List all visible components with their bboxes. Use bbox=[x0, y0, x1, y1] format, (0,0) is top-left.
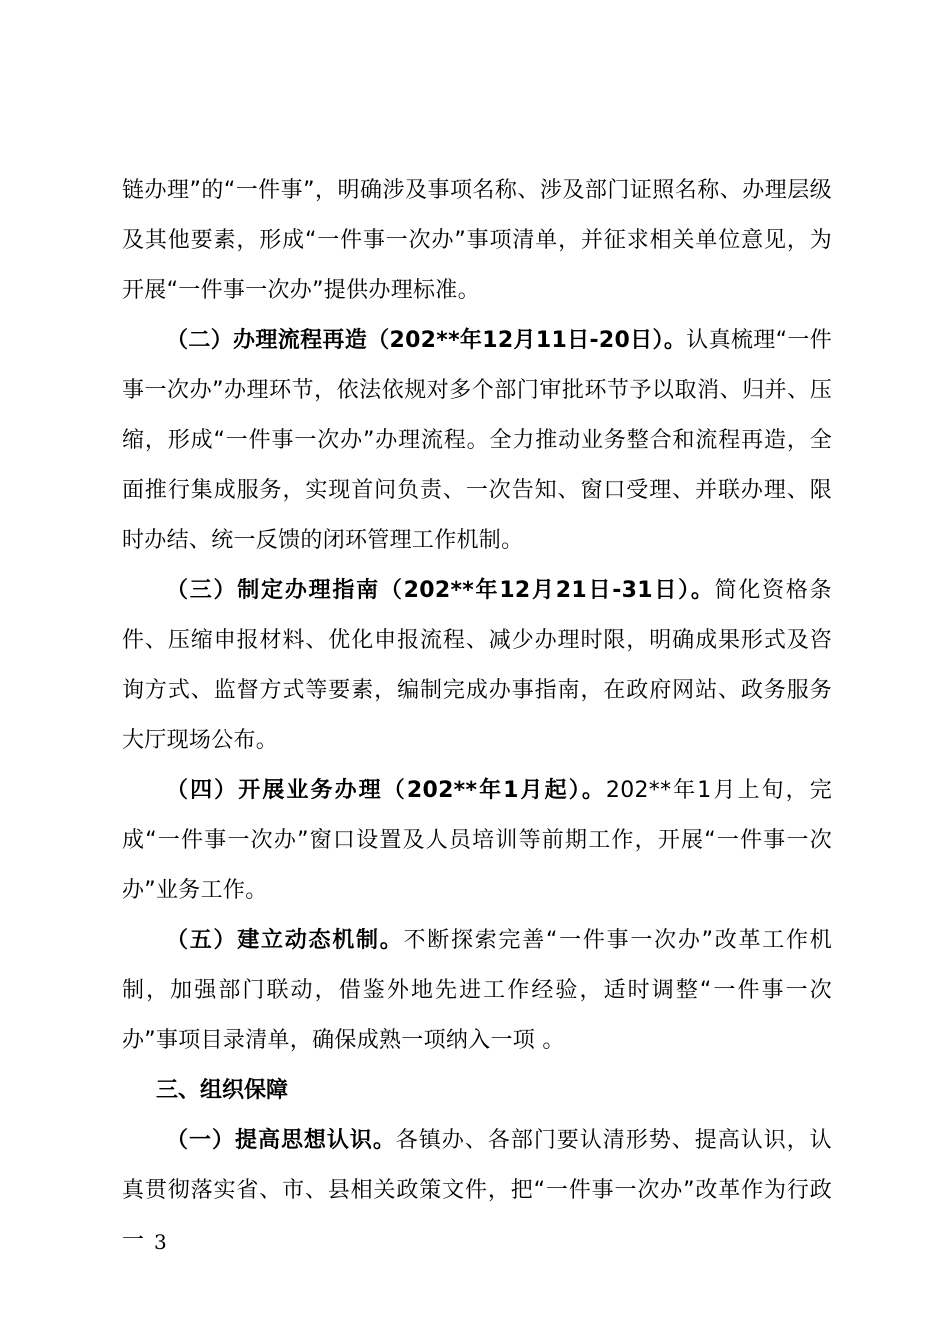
paragraph-process-reengineering bbox=[122, 316, 832, 566]
paragraph-guide-formulation bbox=[122, 566, 832, 766]
paragraph-text: 认真梳理“一件事一次办”办理环节，依法依规对多个部门审批环节予以取消、归并、压缩，形成“一件事一次办”办理流程。全力推动业务整合和流程再造，全面推行集成服务，实现首问负责、一次告知、窗口受理、并联办理、限时办结、统一反馈的闭环管理工作机制。 bbox=[122, 328, 833, 553]
page-number: 3 bbox=[154, 1230, 167, 1254]
paragraph-continuation bbox=[122, 166, 832, 316]
document-body bbox=[122, 166, 832, 1266]
paragraph-business-handling bbox=[122, 766, 832, 916]
paragraph-heading: （五）建立动态机制。 bbox=[166, 928, 404, 953]
paragraph-heading: （四）开展业务办理（202**年1月起）。 bbox=[166, 778, 606, 803]
paragraph-raise-awareness bbox=[122, 1116, 832, 1266]
paragraph-text: 简化资格条件、压缩申报材料、优化申报流程、减少办理时限，明确成果形式及咨询方式、监督方式等要素，编制完成办事指南，在政府网站、政务服务大厅现场公布。 bbox=[122, 578, 832, 753]
paragraph-text: 不断探索完善“一件事一次办”改革工作机制，加强部门联动，借鉴外地先进工作经验，适时调整“一件事一次办”事项目录清单，确保成熟一项纳入一项 。 bbox=[122, 928, 832, 1053]
paragraph-dynamic-mechanism bbox=[122, 916, 832, 1066]
paragraph-text: 链办理”的“一件事”，明确涉及事项名称、涉及部门证照名称、办理层级及其他要素，形成“一件事一次办”事项清单，并征求相关单位意见，为开展“一件事一次办”提供办理标准。 bbox=[122, 178, 832, 303]
section-heading: 三、组织保障 bbox=[156, 1078, 289, 1103]
paragraph-heading: （三）制定办理指南（202**年12月21日-31日）。 bbox=[166, 578, 715, 603]
paragraph-heading: （二）办理流程再造（202**年12月11日-20日）。 bbox=[166, 328, 687, 353]
paragraph-text: 202**年1月上旬，完成“一件事一次办”窗口设置及人员培训等前期工作，开展“一件事一次办”业务工作。 bbox=[122, 778, 832, 903]
paragraph-text: 各镇办、各部门要认清形势、提高认识，认真贯彻落实省、市、县相关政策文件，把“一件事一次办”改革作为行政一 bbox=[122, 1128, 832, 1253]
paragraph-heading: （一）提高思想认识。 bbox=[166, 1128, 396, 1153]
